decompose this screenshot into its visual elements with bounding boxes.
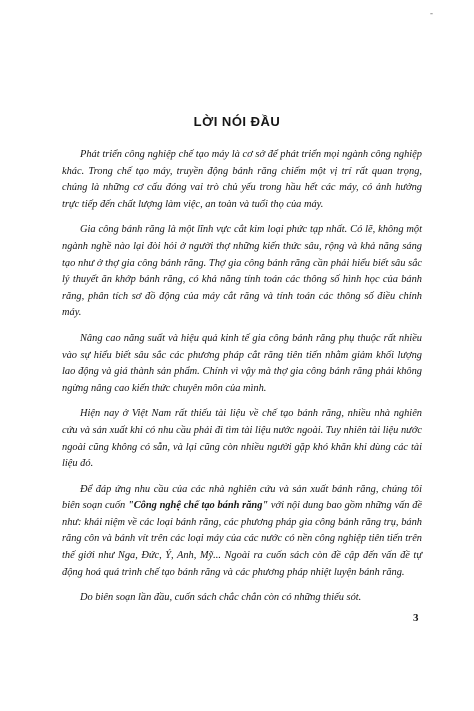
paragraph-2: Gia công bánh răng là một lĩnh vực cắt kim loại phức tạp nhất. Có lẽ, không một ngành nghề nào lại đòi hỏi ở người thợ những kiến thức sâu, rộng và khả năng sáng tạo như ở thợ gia công bánh răng. Thợ gia công bánh răng cần phải hiểu biết sâu sắc lý thuyết ăn khớp bánh răng, có khả năng tính toán các thông số hình học của bánh răng, phân tích sơ đồ động của máy cắt răng và tính toán các thông số điều chỉnh máy. [62,224,422,319]
paragraph-5-after: với nội dung bao gồm những vấn đề như: khái niệm về các loại bánh răng, các phương pháp gia công bánh răng trụ, bánh răng côn và bánh vít trên các loại máy của các nước có nền công nghiệp tiên tiến trên thế giới như Nga, Đức, Ý, Anh, Mỹ... Ngoài ra cuốn sách còn đề cập đến vấn đề tự động hoá quá trình chế tạo bánh răng và các phương pháp nhiệt luyện bánh răng. [62,500,423,578]
paragraph-5-before: Để đáp ứng nhu cầu của các nhà nghiên cứu và sản xuất bánh răng, chúng tôi biên soạn cuốn [62,483,422,512]
corner-mark: - [430,8,433,18]
paragraph-4: Hiện nay ở Việt Nam rất thiếu tài liệu về chế tạo bánh răng, nhiều nhà nghiên cứu và sản xuất khi có nhu cầu phải đi tìm tài liệu nước ngoài. Tuy nhiên tài liệu nước ngoài cũng không có sẵn, và lại cũng còn nhiều người gặp khó khăn khi dùng các tài liệu đó. [62,408,422,470]
paragraph-6: Do biên soạn lần đầu, cuốn sách chắc chắn còn có những thiếu sót. [80,592,362,604]
paragraph-5 [62,482,422,582]
paragraph-3: Nâng cao năng suất và hiệu quả kinh tế gia công bánh răng phụ thuộc rất nhiều vào sự hiểu biết sâu sắc các phương pháp cắt răng tiên tiến nhằm giảm khối lượng lao động và giá thành sản phẩm. Chính vì vậy mà thợ gia công bánh răng phải không ngừng nâng cao kiến thức chuyên môn của mình. [62,332,422,394]
page-number: 3 [413,612,419,624]
paragraph-1: Phát triển công nghiệp chế tạo máy là cơ sở để phát triển mọi ngành công nghiệp khác. Trong chế tạo máy, truyền động bánh răng chiếm một vị trí rất quan trọng, chúng là những cơ cấu đóng vai trò chủ yếu trong hầu hết các máy, có ảnh hưởng trực tiếp đến chất lượng làm việc, an toàn và tuổi thọ của máy. [62,149,422,210]
page-title: LỜI NÓI ĐẦU [193,114,281,129]
preface-body [62,147,422,616]
book-title: "Công nghệ chế tạo bánh răng" [127,500,269,512]
